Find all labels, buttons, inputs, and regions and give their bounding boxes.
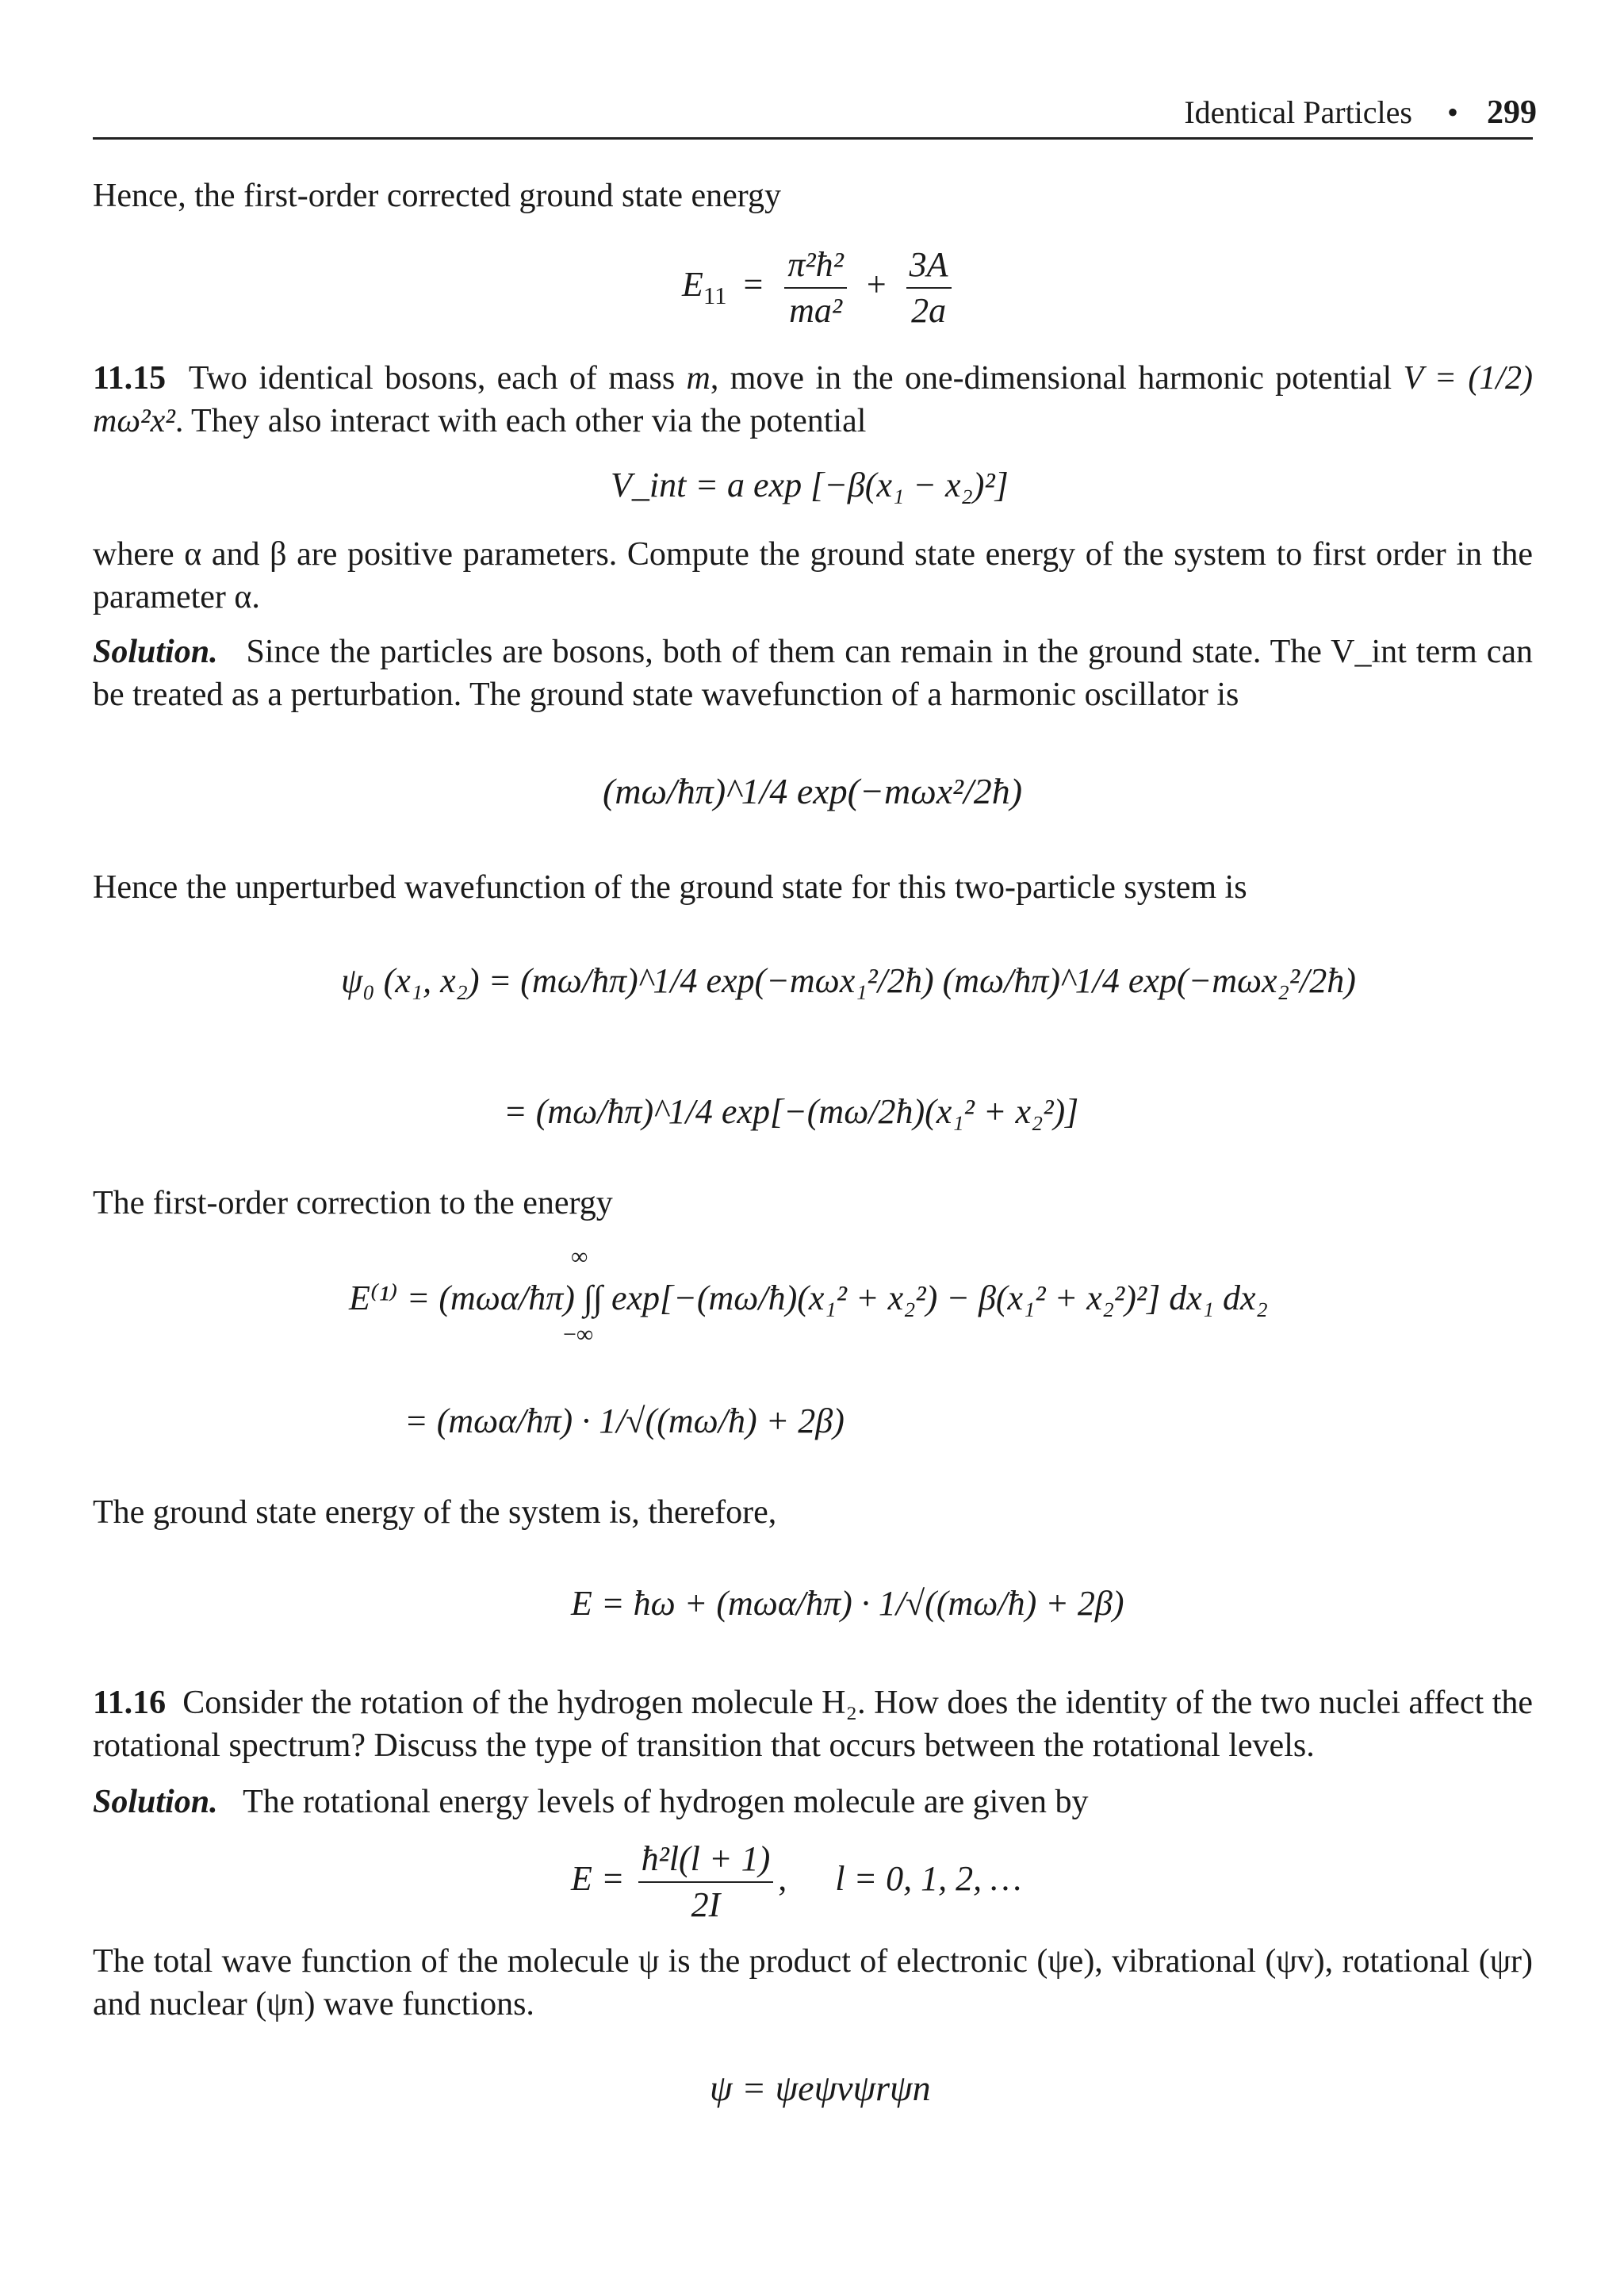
integral-upper-limit: ∞ [571,1244,588,1270]
equation-psi-product: ψ = ψeψvψrψn [710,2068,931,2108]
header-bullet: • [1446,94,1458,130]
problem-number: 11.15 [93,360,167,397]
problem-text: Consider the rotation of the hydrogen molecule H₂. How does the identity of the two nuclei affect the rotational spectrum? Discuss the type of transition that occurs between the rotational levels. [93,1685,1534,1764]
paragraph-unperturbed: Hence the unperturbed wavefunction of the ground state for this two-particle system is [93,869,1247,906]
problem-text-b: , move in the one-dimensional harmonic potential [710,360,1404,397]
header-rule [93,137,1533,140]
paragraph-where: where α and β are positive parameters. Compute the ground state energy of the system to first order in the parameter α. [93,536,1533,615]
solution-11-15 [93,631,1533,716]
solution-label: Solution. [93,634,218,670]
equation-psi0-line1: ψ₀ (x₁, x₂) = (mω/ħπ)^1/4 exp(−mωx₁²/2ħ) (mω/ħπ)^1/4 exp(−mωx₂²/2ħ) [341,961,1356,1000]
eq-rot-fraction: $\frac{\text{ħ²l(l + 1)}}{2I}$ [638,1842,774,1923]
problem-11-15 [93,357,1533,443]
equation-E1-line2: = (mωα/ħπ) · 1/√((mω/ħ) + 2β) [404,1401,845,1440]
integral-lower-limit: −∞ [563,1321,594,1348]
paragraph-first-order: The first-order correction to the energy [93,1185,613,1221]
problem-text-a: Two identical bosons, each of mass [188,360,687,397]
equation-vint: V_int = a exp [−β(x₁ − x₂)²] [611,466,1009,504]
running-header [1184,94,1537,132]
page-number: 299 [1487,94,1537,131]
eq1-lhs: E [682,265,703,305]
eq1-lhs-sub: 11 [703,282,727,309]
solution-text: The rotational energy levels of hydrogen molecule are given by [243,1784,1089,1820]
equation-E1-line1: E⁽¹⁾ = (mωα/ħπ) ∫∫ exp[−(mω/ħ)(x₁² + x₂²) − β(x₁² + x₂²)²] dx₁ dx₂ [349,1279,1268,1317]
eq-rot-lhs: E = [571,1859,625,1899]
equation-E11: $E_{11}$ = $\frac{\text{π²ħ²}}{\text{ma²}}$ + $\frac{3A}{2a}$ [682,247,956,328]
equation-psi0-line2: = (mω/ħπ)^1/4 exp[−(mω/2ħ)(x₁² + x₂²)] [504,1092,1079,1131]
problem-11-16 [93,1681,1533,1767]
paragraph-corrected-energy: Hence, the first-order corrected ground state energy [93,178,781,214]
solution-11-16 [93,1781,1533,1823]
problem-text-c: . They also interact with each other via the potential [174,403,867,439]
eq1-fraction-1: $\frac{\text{π²ħ²}}{\text{ma²}}$ [784,247,846,328]
paragraph-ground-state: The ground state energy of the system is, therefore, [93,1494,777,1531]
problem-mass: m [686,360,710,397]
running-title: Identical Particles [1184,94,1412,130]
eq-rot-tail: l = 0, 1, 2, … [835,1859,1022,1899]
problem-potential: V = (1/2) mω²x² [93,360,1533,439]
solution-text: Since the particles are bosons, both of them can remain in the ground state. The V_int term can be treated as a perturbation. The ground state wavefunction of a harmonic oscillator is [93,634,1534,713]
equation-rotational-energy: E = $\frac{\text{ħ²l(l + 1)}}{2I}$ , l = 0, 1, 2, … [571,1839,1022,1924]
problem-number: 11.16 [93,1685,167,1721]
equation-ho-wavefunction: (mω/ħπ)^1/4 exp(−mωx²/2ħ) [603,771,1023,811]
equation-E-total: E = ħω + (mωα/ħπ) · 1/√((mω/ħ) + 2β) [571,1584,1124,1623]
paragraph-total-wavefunction: The total wave function of the molecule ψ is the product of electronic (ψe), vibrational (ψv), rotational (ψr) and nuclear (ψn) wave functions. [93,1943,1533,2022]
solution-label: Solution. [93,1784,218,1820]
eq1-fraction-2: $\frac{3A}{2a}$ [906,247,952,328]
